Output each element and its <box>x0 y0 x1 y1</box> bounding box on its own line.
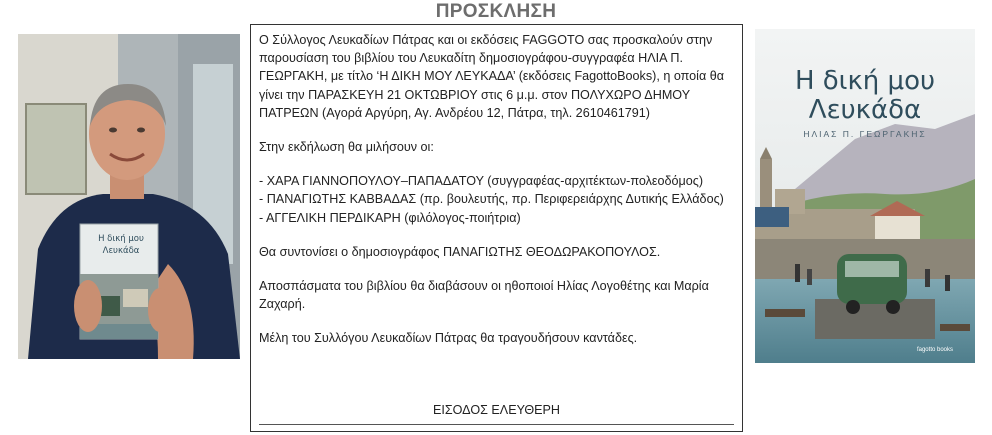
held-book-title-2: Λευκάδα <box>102 246 140 256</box>
page-title: ΠΡΟΣΚΛΗΣΗ <box>435 1 557 22</box>
cover-author: ΗΛΙΑΣ Π. ΓΕΩΡΓΑΚΗΣ <box>803 129 927 139</box>
cover-publisher: fagotto books <box>916 347 953 353</box>
singers-line: Μέλη του Συλλόγου Λευκαδίων Πάτρας θα τραγουδήσουν καντάδες. <box>259 331 638 346</box>
intro-paragraph: Ο Σύλλογος Λευκαδίων Πάτρας και οι εκδόσεις FAGGOTO σας προσκαλούν στην παρουσίαση του βιβλίου του Λευκαδίτη δημοσιογράφου-συγγραφέα ΗΛΙΑ Π. ΓΕΩΡΓΑΚΗ, με τίτλο ‘Η ΔΙΚΗ ΜΟΥ ΛΕΥΚΑΔΑ’ (εκδόσεις FagottoBooks), η οποία θα γίνει την ΠΑΡΑΣΚΕΥΗ 21 ΟΚΤΩΒΡΙΟΥ στις 6 μ.μ. στον ΠΟΛΥΧΩΡΟ ΔΗΜΟΥ ΠΑΤΡΕΩΝ (Αγορά Αργύρη, Αγ. Ανδρέου 12, Πάτρα, τηλ. 2610461791) <box>259 33 725 120</box>
cover-title-line2: Λευκάδα <box>808 95 922 125</box>
speakers-intro: Στην εκδήλωση θα μιλήσουν οι: <box>259 140 434 155</box>
book-cover <box>755 29 975 363</box>
free-entry-text: ΕΙΣΟΔΟΣ ΕΛΕΥΘΕΡΗ <box>432 403 561 417</box>
speaker-item: - ΧΑΡΑ ΓΙΑΝΝΟΠΟΥΛΟΥ–ΠΑΠΑΔΑΤΟΥ (συγγραφέας-αρχιτέκτων-πολεοδόμος) <box>259 174 704 189</box>
held-book-title-1: Η δική μου <box>98 234 144 244</box>
cover-title-line1: Η δική μου <box>794 66 936 96</box>
speaker-item: - ΠΑΝΑΓΙΩΤΗΣ ΚΑΒΒΑΔΑΣ (πρ. βουλευτής, πρ. Περιφερειάρχης Δυτικής Ελλάδος) <box>259 192 724 207</box>
invitation-box <box>250 24 743 432</box>
coordinator-line: Θα συντονίσει ο δημοσιογράφος ΠΑΝΑΓΙΩΤΗΣ ΘΕΟΔΩΡΑΚΟΠΟΥΛΟΣ. <box>259 244 661 259</box>
author-photo <box>18 34 240 359</box>
speaker-item: - ΑΓΓΕΛΙΚΗ ΠΕΡΔΙΚΑΡΗ (φιλόλογος-ποιήτρια) <box>259 210 521 225</box>
divider <box>259 424 734 425</box>
readers-line: Αποσπάσματα του βιβλίου θα διαβάσουν οι ηθοποιοί Ηλίας Λογοθέτης και Μαρία Ζαχαρή. <box>259 279 709 312</box>
